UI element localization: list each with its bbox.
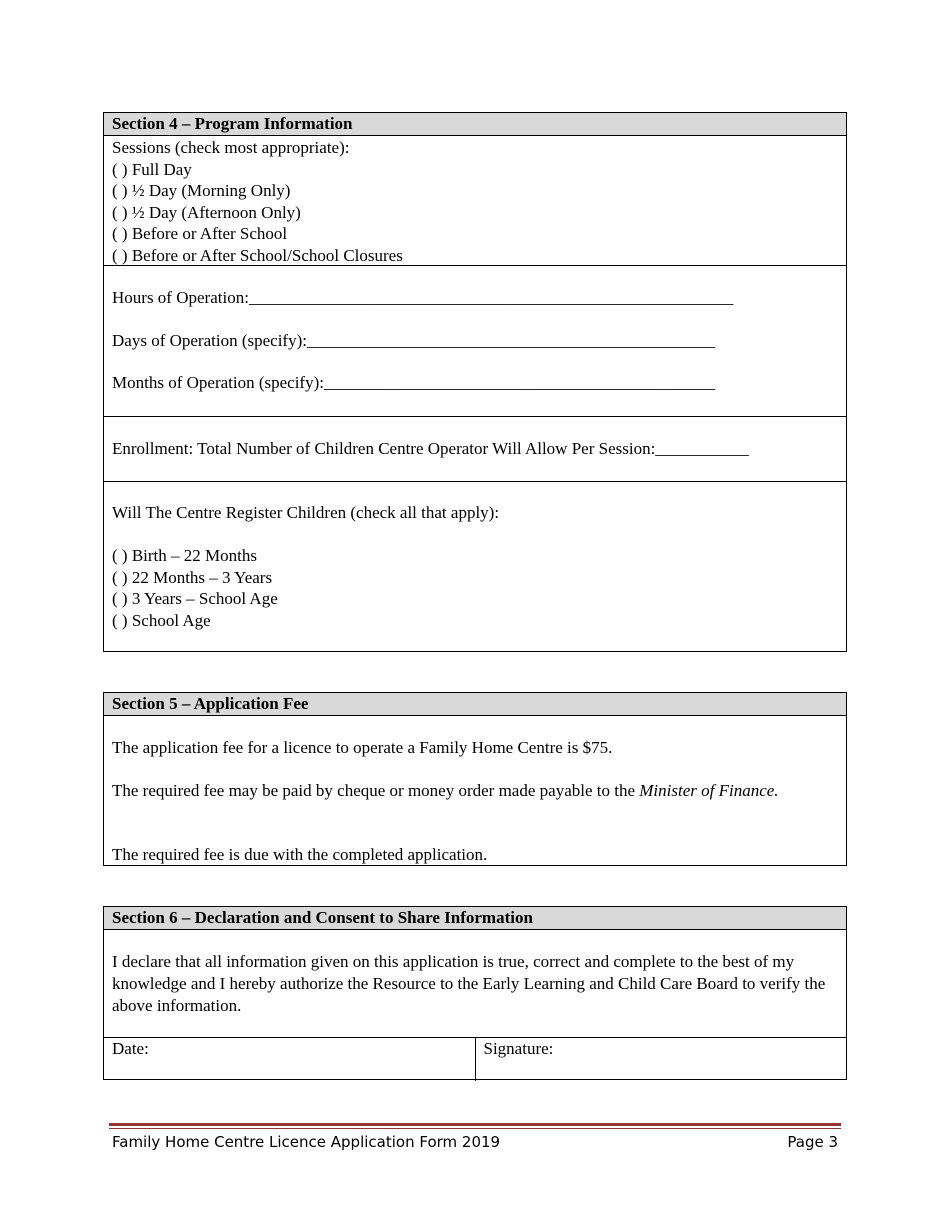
footer-page-number: Page 3	[787, 1133, 838, 1151]
signature-field[interactable]: Signature:	[475, 1038, 847, 1081]
sessions-block	[104, 136, 846, 266]
session-option-full-day[interactable]: ( ) Full Day	[112, 159, 192, 179]
section-5-title: Section 5 – Application Fee	[104, 693, 846, 716]
fee-amount-text: The application fee for a licence to operate a Family Home Centre is $75.	[112, 738, 613, 757]
section-5-application-fee	[103, 692, 847, 866]
declaration-block	[104, 930, 846, 1038]
section-4-program-information	[103, 112, 847, 652]
footer-rule-thick	[109, 1123, 841, 1126]
age-option-3-years-school-age[interactable]: ( ) 3 Years – School Age	[112, 589, 278, 608]
fee-due-text: The required fee is due with the completed application.	[112, 845, 488, 864]
declaration-text: I declare that all information given on this application is true, correct and complete to the best of my knowledge and I hereby authorize the Resource to the Early Learning and Child Care Board to verify the above information.	[112, 952, 826, 1015]
register-label: Will The Centre Register Children (check all that apply):	[112, 503, 500, 522]
section-6-title: Section 6 – Declaration and Consent to Share Information	[104, 907, 846, 930]
hours-of-operation-field[interactable]: Hours of Operation:_________________________________________________________	[112, 288, 734, 307]
fee-payment-payee: Minister of Finance.	[639, 781, 779, 800]
session-option-school-closures[interactable]: ( ) Before or After School/School Closures	[112, 245, 403, 265]
footer-form-title: Family Home Centre Licence Application Form 2019	[112, 1133, 501, 1151]
months-of-operation-field[interactable]: Months of Operation (specify):______________________________________________	[112, 373, 715, 392]
section-6-declaration	[103, 906, 847, 1080]
session-option-half-day-afternoon[interactable]: ( ) ½ Day (Afternoon Only)	[112, 202, 301, 222]
date-field[interactable]: Date:	[112, 1039, 149, 1058]
sign-row	[104, 1038, 846, 1081]
fee-text-block	[104, 716, 846, 866]
enrollment-block	[104, 417, 846, 482]
operation-block	[104, 266, 846, 417]
age-option-birth-22-months[interactable]: ( ) Birth – 22 Months	[112, 546, 257, 565]
age-option-22-months-3-years[interactable]: ( ) 22 Months – 3 Years	[112, 568, 273, 587]
session-option-before-after-school[interactable]: ( ) Before or After School	[112, 224, 288, 243]
fee-payment-main: The required fee may be paid by cheque or money order made payable to the	[112, 781, 640, 800]
register-block	[104, 482, 846, 652]
enrollment-field[interactable]: Enrollment: Total Number of Children Centre Operator Will Allow Per Session:___________	[112, 439, 749, 458]
section-4-title: Section 4 – Program Information	[104, 113, 846, 136]
days-of-operation-field[interactable]: Days of Operation (specify):________________________________________________	[112, 331, 715, 350]
sessions-label: Sessions (check most appropriate):	[112, 138, 350, 157]
age-option-school-age[interactable]: ( ) School Age	[112, 611, 211, 630]
fee-payment-text	[112, 780, 838, 802]
footer-rule-thin	[109, 1128, 841, 1129]
session-option-half-day-morning[interactable]: ( ) ½ Day (Morning Only)	[112, 181, 291, 200]
